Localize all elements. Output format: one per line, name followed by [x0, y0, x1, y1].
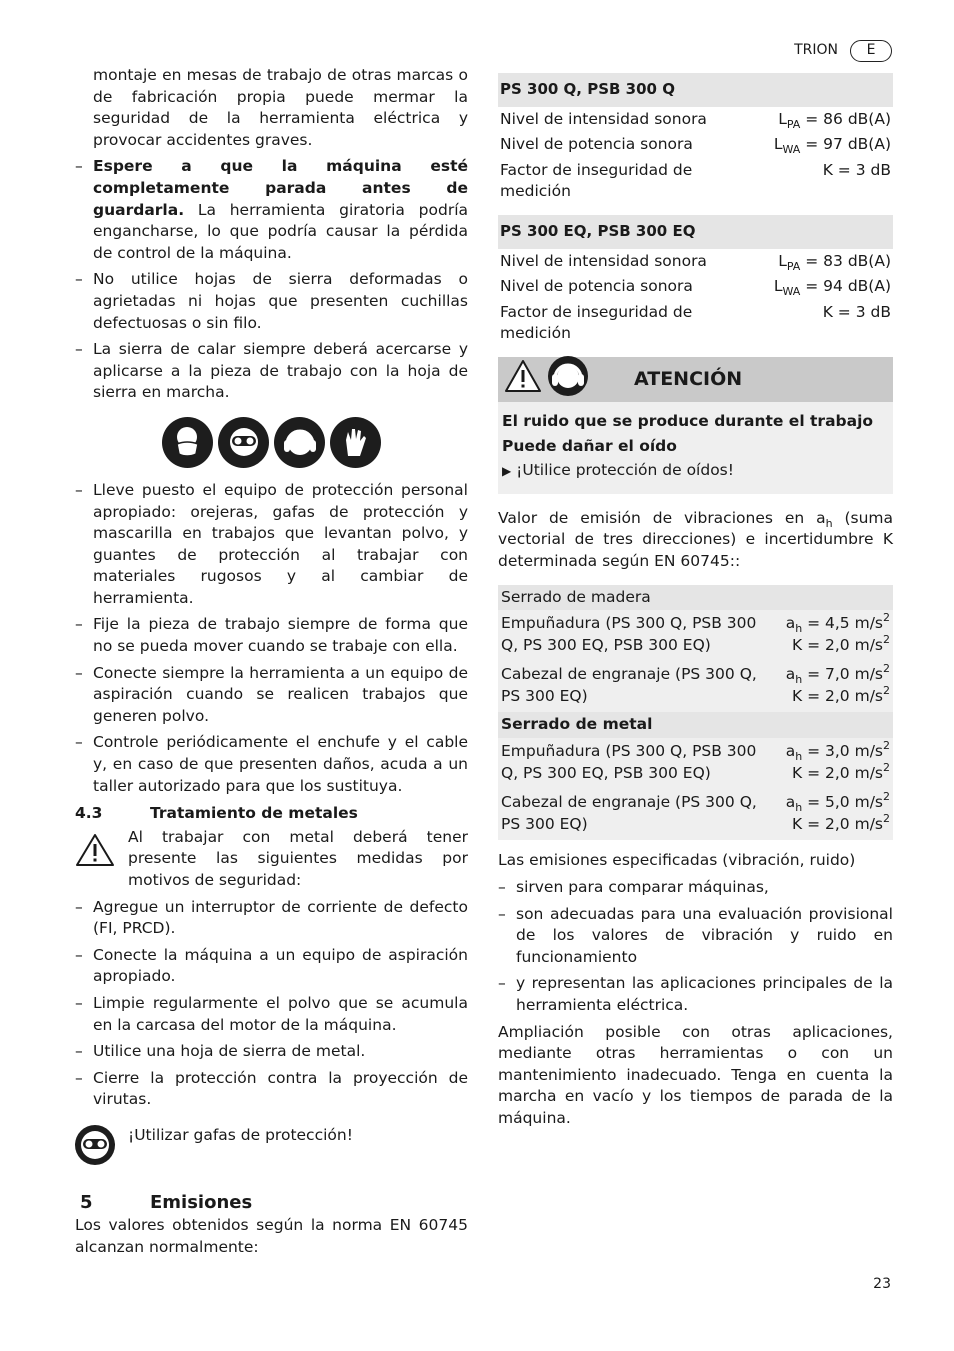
list-item: – y representan las aplicaciones principales de la herramienta eléctrica.: [498, 974, 893, 1014]
section-5-heading: 5 Emisiones: [80, 1191, 253, 1213]
language-badge: E: [850, 40, 892, 62]
table-header: Serrado de madera: [498, 585, 893, 611]
vibration-intro: Valor de emisión de vibraciones en $a_h$ (suma vectorial de tres direcciones) e incertidumbre K determinada según EN 60745::: [498, 508, 893, 570]
left-column: [75, 65, 468, 1258]
ppe-icons: [75, 417, 468, 468]
table-row: Nivel de potencia sonora $L_{WA} = 94$ dB(A): [500, 277, 891, 299]
safety-goggles-icon: [218, 417, 269, 468]
attention-header: [498, 357, 893, 402]
list-item: – Conecte siempre la herramienta a un equipo de aspiración cuando se realicen trabajos que generen polvo.: [75, 663, 468, 725]
attention-action: ▶ ¡Utilice protección de oídos!: [502, 461, 734, 480]
final-paragraph: Ampliación posible con otras aplicaciones, mediante otras herramientas o con un mantenimiento inadecuado. Tenga en cuenta la marcha en vacío y los tiempos de parada de la máquina.: [498, 1022, 893, 1127]
table-row: Nivel de intensidad sonora $L_{PA} = 83$ dB(A): [500, 251, 891, 273]
table-row: Nivel de intensidad sonora $L_{PA} = 86$ dB(A): [500, 109, 891, 131]
warning-triangle-icon: [75, 827, 128, 892]
safety-goggles-icon: [75, 1125, 128, 1172]
list-item: – son adecuadas para una evaluación provisional de los valores de vibración y ruido en funcionamiento: [498, 904, 893, 966]
list-item: – Controle periódicamente el enchufe y el cable y, en caso de que presenten daños, acuda a un taller autorizado para que los sustituya.: [75, 733, 468, 795]
table-row: Empuñadura (PS 300 Q, PSB 300 Q, PS 300 EQ, PSB 300 EQ) $a_h = 3,0$ $m/s^2$ K = 2,0 $m/s^2$: [501, 739, 890, 782]
ear-protection-icon: [548, 356, 588, 403]
goggles-note: ¡Utilizar gafas de protección!: [75, 1125, 468, 1172]
attention-body: [498, 402, 893, 494]
table-row: Empuñadura (PS 300 Q, PSB 300 Q, PS 300 EQ, PSB 300 EQ) $a_h = 4,5$ $m/s^2$ K = 2,0 $m/s^2$: [501, 611, 890, 654]
dust-mask-icon: [162, 417, 213, 468]
list-item: – La sierra de calar siempre deberá acercarse y aplicarse a la pieza de trabajo con la hoja de sierra en marcha.: [75, 340, 468, 402]
brand-name: TRION: [794, 42, 838, 59]
list-item: – sirven para comparar máquinas,: [498, 878, 769, 897]
table-row: Nivel de potencia sonora $L_{WA} = 97$ dB(A): [500, 135, 891, 157]
intro-paragraph: montaje en mesas de trabajo de otras marcas o de fabricación propia puede mermar la seguridad de la herramienta eléctrica y provocar accidentes graves.: [93, 66, 468, 149]
list-item: – Conecte la máquina a un equipo de aspiración apropiado.: [75, 945, 468, 986]
list-item: – Agregue un interruptor de corriente de defecto (FI, PRCD).: [75, 897, 468, 938]
attention-box: [498, 357, 893, 494]
list-item: – Fije la pieza de trabajo siempre de forma que no se pueda mover cuando se trabaje con ella.: [75, 615, 468, 656]
list-item: – Lleve puesto el equipo de protección personal apropiado: orejeras, gafas de protección y mascarilla en trabajos que levantan polvo, y guantes de protección al trabajar con materiales rugosos y al cambiar de herramienta.: [75, 480, 468, 607]
warning-triangle-icon: [504, 359, 542, 400]
table-header: Serrado de metal: [498, 712, 893, 738]
ear-protection-icon: [274, 417, 325, 468]
attention-line: El ruido que se produce durante el trabajo: [502, 411, 874, 430]
metal-warning: Al trabajar con metal deberá tener presente las siguientes medidas por motivos de seguridad:: [75, 827, 468, 892]
table-row: Cabezal de engranaje (PS 300 Q, PS 300 EQ) $a_h = 5,0$ $m/s^2$ K = 2,0 $m/s^2$: [501, 790, 890, 833]
table-header: PS 300 EQ, PSB 300 EQ: [498, 215, 893, 249]
list-item: – Utilice una hoja de sierra de metal.: [75, 1042, 366, 1061]
attention-line: Puede dañar el oído: [502, 436, 677, 455]
list-item: – Cierre la protección contra la proyección de virutas.: [75, 1068, 468, 1109]
arrow-right-icon: ▶: [502, 464, 512, 479]
vibration-table-wood: [498, 585, 893, 841]
list-item: – No utilice hojas de sierra deformadas o agrietadas ni hojas que presenten cuchillas defectuosas o sin filo.: [75, 270, 468, 332]
table-header: PS 300 Q, PSB 300 Q: [498, 73, 893, 107]
section-5-text: Los valores obtenidos según la norma EN 60745 alcanzan normalmente:: [75, 1216, 468, 1256]
table-row: Cabezal de engranaje (PS 300 Q, PS 300 EQ) $a_h = 7,0$ $m/s^2$ K = 2,0 $m/s^2$: [501, 662, 890, 705]
list-item: – Limpie regularmente el polvo que se acumula en la carcasa del motor de la máquina.: [75, 993, 468, 1034]
attention-title: ATENCIÓN: [634, 367, 743, 390]
emissions-intro: Las emisiones especificadas (vibración, ruido): [498, 851, 856, 870]
table-row: Factor de inseguridad de medición K = 3 dB: [500, 302, 891, 343]
protective-gloves-icon: [330, 417, 381, 468]
page-number: 23: [873, 1276, 891, 1292]
right-column: [498, 73, 893, 1130]
table-row: Factor de inseguridad de medición K = 3 dB: [500, 160, 891, 201]
list-item: – Espere a que la máquina esté completamente parada antes de guardarla. La herramienta giratoria podría engancharse, lo que podría causar la pérdida de control de la máquina.: [75, 157, 468, 262]
section-4-3-heading: 4.3 Tratamiento de metales: [75, 804, 358, 823]
noise-table-q: [498, 73, 893, 205]
page-header: [794, 40, 892, 62]
noise-table-eq: [498, 215, 893, 347]
